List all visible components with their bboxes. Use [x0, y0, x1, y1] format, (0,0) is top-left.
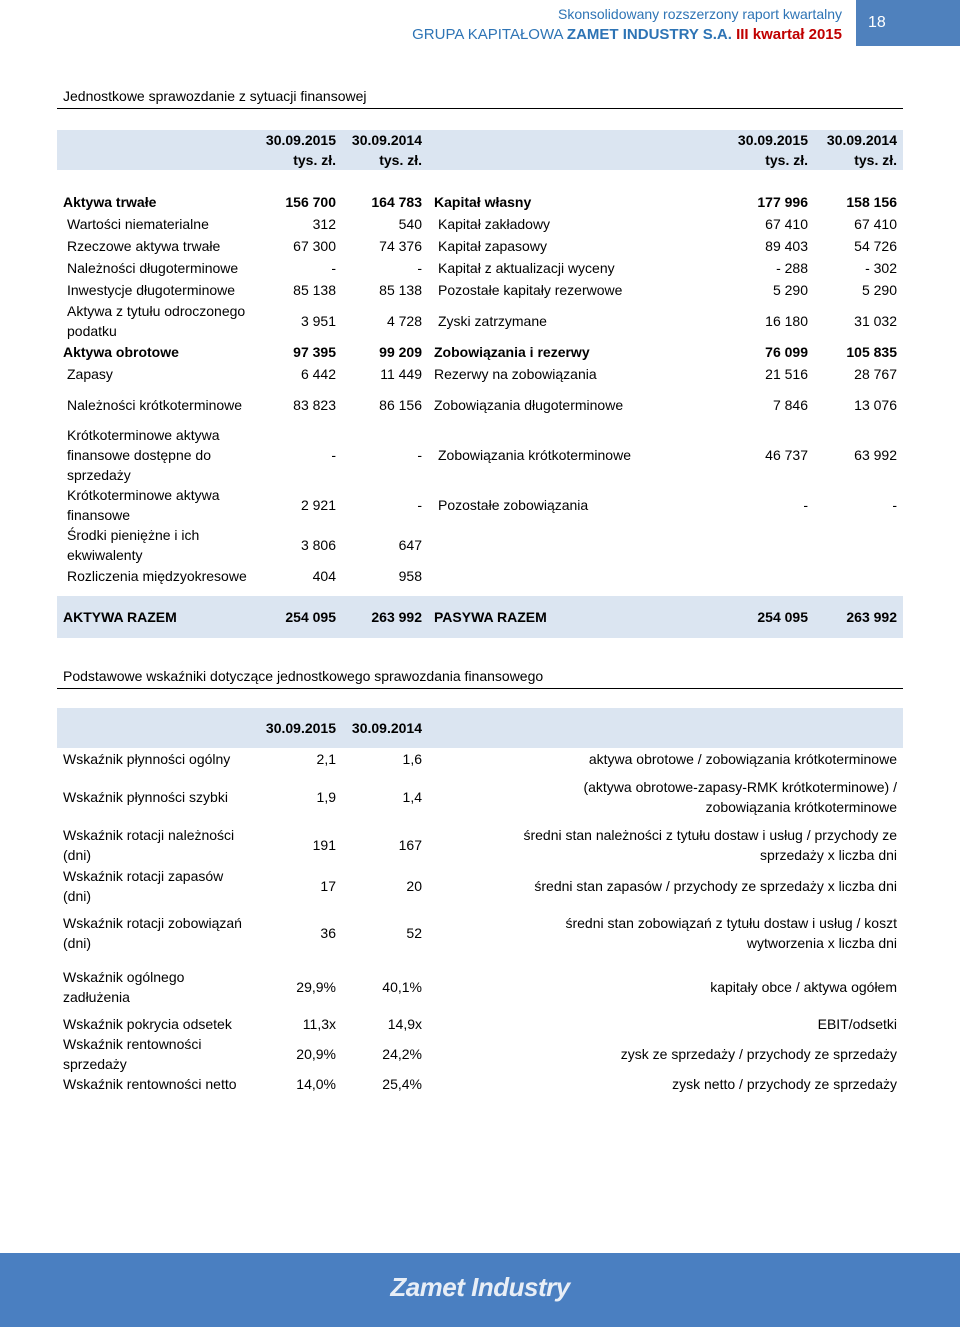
ratios-table: [57, 708, 903, 1094]
col4-unit: tys. zł.: [854, 152, 897, 168]
table-row: Wskaźnik rotacji należności (dni) 191 167 średni stan należności z tytułu dostaw i usług / przychody ze sprzedaży x liczba dni: [63, 827, 897, 863]
table-row: Aktywa trwałe 156 700 164 783 Kapitał własny 177 996 158 156: [63, 194, 897, 210]
balance-header-row: [57, 130, 903, 170]
table-row: Rzeczowe aktywa trwałe 67 300 74 376 Kapitał zapasowy 89 403 54 726: [67, 238, 897, 254]
table-row: Należności długoterminowe - - Kapitał z aktualizacji wyceny - 288 - 302: [67, 260, 897, 276]
company-name: ZAMET INDUSTRY S.A.: [566, 26, 732, 43]
quarter-label: III kwartał 2015: [736, 26, 842, 43]
table-row: Wskaźnik rotacji zapasów (dni) 17 20 średni stan zapasów / przychody ze sprzedaży x liczba dni: [63, 868, 897, 904]
table-row: Zapasy 6 442 11 449 Rezerwy na zobowiązania 21 516 28 767: [67, 366, 897, 382]
col1-date: 30.09.2015: [265, 132, 336, 148]
table-row: Inwestycje długoterminowe 85 138 85 138 Pozostałe kapitały rezerwowe 5 290 5 290: [67, 282, 897, 298]
table-row: Krótkoterminowe aktywa finansowe 2 921 - Pozostałe zobowiązania - -: [67, 487, 897, 523]
table-row: Aktywa z tytułu odroczonego podatku 3 951 4 728 Zyski zatrzymane 16 180 31 032: [67, 303, 897, 339]
balance-title: Jednostkowe sprawozdanie z sytuacji finansowej: [57, 88, 903, 109]
balance-table: [57, 130, 903, 638]
table-row: Wskaźnik płynności szybki 1,9 1,4 (aktywa obrotowe-zapasy-RMK krótkoterminowe) / zobowiązania krótkoterminowe: [63, 779, 897, 815]
table-row: Wskaźnik ogólnego zadłużenia 29,9% 40,1% kapitały obce / aktywa ogółem: [63, 969, 897, 1005]
table-row: Rozliczenia międzyokresowe 404 958: [67, 568, 422, 584]
col1-unit: tys. zł.: [293, 152, 336, 168]
col2-unit: tys. zł.: [379, 152, 422, 168]
col3-unit: tys. zł.: [765, 152, 808, 168]
table-row: Wskaźnik rotacji zobowiązań (dni) 36 52 średni stan zobowiązań z tytułu dostaw i usług / koszt wytworzenia x liczba dni: [63, 915, 897, 951]
ratios-col1: 30.09.2015: [255, 708, 342, 748]
group-name: GRUPA KAPITAŁOWA: [412, 26, 563, 43]
table-row: Wskaźnik pokrycia odsetek 11,3x 14,9x EBIT/odsetki: [63, 1016, 897, 1032]
report-header: [412, 26, 842, 43]
totals-row: AKTYWA RAZEM 254 095 263 992 PASYWA RAZEM 254 095 263 992: [57, 596, 903, 638]
report-subtitle: Skonsolidowany rozszerzony raport kwartalny: [557, 6, 842, 22]
col3-date: 30.09.2015: [737, 132, 808, 148]
page-number-badge: [856, 0, 960, 46]
ratios-header-row: [57, 708, 903, 748]
col4-date: 30.09.2014: [826, 132, 897, 148]
table-row: Wskaźnik płynności ogólny 2,1 1,6 aktywa obrotowe / zobowiązania krótkoterminowe: [63, 751, 897, 767]
table-row: Wskaźnik rentowności sprzedaży 20,9% 24,2% zysk ze sprzedaży / przychody ze sprzedaży: [63, 1036, 897, 1072]
ratios-col2: 30.09.2014: [342, 708, 428, 748]
table-row: Należności krótkoterminowe 83 823 86 156 Zobowiązania długoterminowe 7 846 13 076: [67, 397, 897, 413]
ratios-title: Podstawowe wskaźniki dotyczące jednostkowego sprawozdania finansowego: [57, 668, 903, 689]
col2-date: 30.09.2014: [351, 132, 422, 148]
table-row: Wartości niematerialne 312 540 Kapitał zakładowy 67 410 67 410: [67, 216, 897, 232]
table-row: Wskaźnik rentowności netto 14,0% 25,4% zysk netto / przychody ze sprzedaży: [63, 1076, 897, 1092]
table-row: Krótkoterminowe aktywa finansowe dostępne do sprzedaży - - Zobowiązania krótkoterminowe 46 737 63 992: [67, 427, 897, 483]
table-row: Środki pieniężne i ich ekwiwalenty 3 806 647: [67, 527, 422, 563]
company-logo: Zamet Industry: [390, 1272, 570, 1302]
table-row: Aktywa obrotowe 97 395 99 209 Zobowiązania i rezerwy 76 099 105 835: [63, 344, 897, 360]
page-number: 18: [868, 14, 886, 31]
